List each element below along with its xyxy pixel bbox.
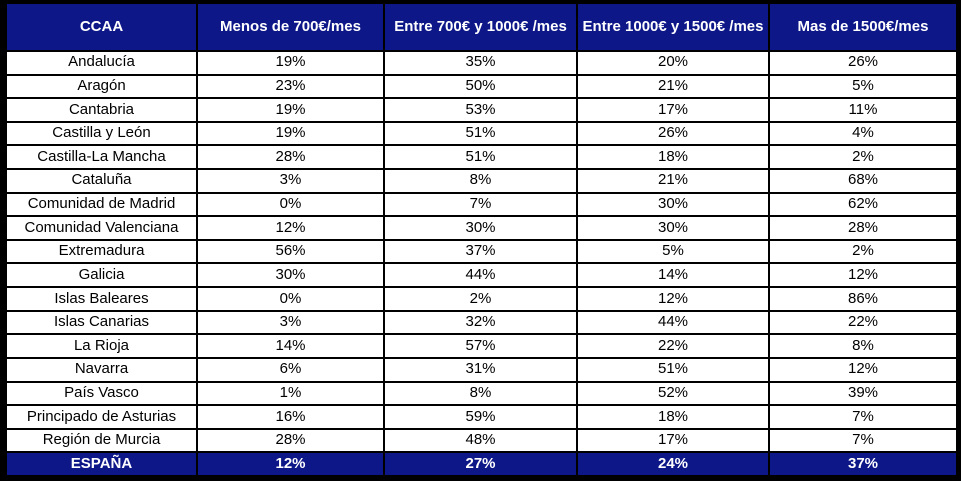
value-cell: 39% — [769, 382, 957, 406]
value-cell: 17% — [577, 429, 769, 453]
table-row — [6, 240, 957, 264]
value-cell: 44% — [384, 263, 577, 287]
value-cell: 21% — [577, 169, 769, 193]
table-row — [6, 193, 957, 217]
value-cell: 12% — [769, 358, 957, 382]
value-cell: 5% — [769, 75, 957, 99]
header-mas-1500: Mas de 1500€/mes — [769, 3, 957, 51]
ccaa-cell: Islas Baleares — [6, 287, 197, 311]
value-cell: 4% — [769, 122, 957, 146]
value-cell: 17% — [577, 98, 769, 122]
value-cell: 12% — [577, 287, 769, 311]
ccaa-cell: Principado de Asturias — [6, 405, 197, 429]
value-cell: 62% — [769, 193, 957, 217]
total-value-cell: 12% — [197, 452, 384, 476]
total-value-cell: 24% — [577, 452, 769, 476]
value-cell: 28% — [197, 145, 384, 169]
ccaa-cell: Islas Canarias — [6, 311, 197, 335]
value-cell: 2% — [769, 145, 957, 169]
value-cell: 30% — [197, 263, 384, 287]
table-row — [6, 98, 957, 122]
value-cell: 53% — [384, 98, 577, 122]
header-row — [6, 3, 957, 51]
table-row — [6, 263, 957, 287]
value-cell: 19% — [197, 122, 384, 146]
value-cell: 37% — [384, 240, 577, 264]
value-cell: 51% — [577, 358, 769, 382]
value-cell: 23% — [197, 75, 384, 99]
value-cell: 59% — [384, 405, 577, 429]
value-cell: 1% — [197, 382, 384, 406]
value-cell: 5% — [577, 240, 769, 264]
value-cell: 12% — [769, 263, 957, 287]
table-row — [6, 75, 957, 99]
ccaa-cell: Cataluña — [6, 169, 197, 193]
value-cell: 19% — [197, 51, 384, 75]
header-menos-700: Menos de 700€/mes — [197, 3, 384, 51]
value-cell: 3% — [197, 311, 384, 335]
value-cell: 30% — [577, 216, 769, 240]
total-value-cell: 37% — [769, 452, 957, 476]
ccaa-cell: Región de Murcia — [6, 429, 197, 453]
table-row — [6, 287, 957, 311]
header-entre-1000-1500: Entre 1000€ y 1500€ /mes — [577, 3, 769, 51]
value-cell: 11% — [769, 98, 957, 122]
ccaa-cell: Extremadura — [6, 240, 197, 264]
value-cell: 18% — [577, 405, 769, 429]
value-cell: 30% — [577, 193, 769, 217]
value-cell: 86% — [769, 287, 957, 311]
value-cell: 2% — [769, 240, 957, 264]
value-cell: 56% — [197, 240, 384, 264]
value-cell: 35% — [384, 51, 577, 75]
value-cell: 26% — [577, 122, 769, 146]
header-ccaa: CCAA — [6, 3, 197, 51]
total-row-espana — [6, 452, 957, 476]
value-cell: 26% — [769, 51, 957, 75]
ccaa-cell: Castilla-La Mancha — [6, 145, 197, 169]
total-label-cell: ESPAÑA — [6, 452, 197, 476]
value-cell: 8% — [384, 169, 577, 193]
value-cell: 30% — [384, 216, 577, 240]
ccaa-cell: Cantabria — [6, 98, 197, 122]
table-row — [6, 429, 957, 453]
ccaa-cell: Comunidad de Madrid — [6, 193, 197, 217]
value-cell: 22% — [577, 334, 769, 358]
value-cell: 0% — [197, 287, 384, 311]
value-cell: 51% — [384, 122, 577, 146]
value-cell: 12% — [197, 216, 384, 240]
table-row — [6, 122, 957, 146]
table-row — [6, 334, 957, 358]
table-row — [6, 311, 957, 335]
value-cell: 57% — [384, 334, 577, 358]
value-cell: 52% — [577, 382, 769, 406]
table-body — [6, 51, 957, 476]
value-cell: 2% — [384, 287, 577, 311]
value-cell: 6% — [197, 358, 384, 382]
table-row — [6, 51, 957, 75]
table-row — [6, 145, 957, 169]
value-cell: 0% — [197, 193, 384, 217]
ccaa-cell: La Rioja — [6, 334, 197, 358]
value-cell: 7% — [769, 429, 957, 453]
ccaa-cell: Comunidad Valenciana — [6, 216, 197, 240]
value-cell: 32% — [384, 311, 577, 335]
table-header — [6, 3, 957, 51]
value-cell: 50% — [384, 75, 577, 99]
table-row — [6, 405, 957, 429]
ccaa-rent-table — [5, 2, 958, 477]
value-cell: 3% — [197, 169, 384, 193]
value-cell: 48% — [384, 429, 577, 453]
ccaa-cell: Aragón — [6, 75, 197, 99]
value-cell: 8% — [769, 334, 957, 358]
value-cell: 8% — [384, 382, 577, 406]
ccaa-cell: Galicia — [6, 263, 197, 287]
total-value-cell: 27% — [384, 452, 577, 476]
table-row — [6, 216, 957, 240]
ccaa-cell: Castilla y León — [6, 122, 197, 146]
ccaa-cell: País Vasco — [6, 382, 197, 406]
table-row — [6, 382, 957, 406]
value-cell: 21% — [577, 75, 769, 99]
header-entre-700-1000: Entre 700€ y 1000€ /mes — [384, 3, 577, 51]
value-cell: 22% — [769, 311, 957, 335]
value-cell: 28% — [769, 216, 957, 240]
value-cell: 44% — [577, 311, 769, 335]
value-cell: 68% — [769, 169, 957, 193]
value-cell: 20% — [577, 51, 769, 75]
value-cell: 19% — [197, 98, 384, 122]
value-cell: 7% — [384, 193, 577, 217]
table-row — [6, 169, 957, 193]
ccaa-cell: Navarra — [6, 358, 197, 382]
value-cell: 51% — [384, 145, 577, 169]
value-cell: 7% — [769, 405, 957, 429]
value-cell: 14% — [197, 334, 384, 358]
value-cell: 18% — [577, 145, 769, 169]
value-cell: 28% — [197, 429, 384, 453]
table-row — [6, 358, 957, 382]
ccaa-cell: Andalucía — [6, 51, 197, 75]
value-cell: 14% — [577, 263, 769, 287]
value-cell: 31% — [384, 358, 577, 382]
value-cell: 16% — [197, 405, 384, 429]
